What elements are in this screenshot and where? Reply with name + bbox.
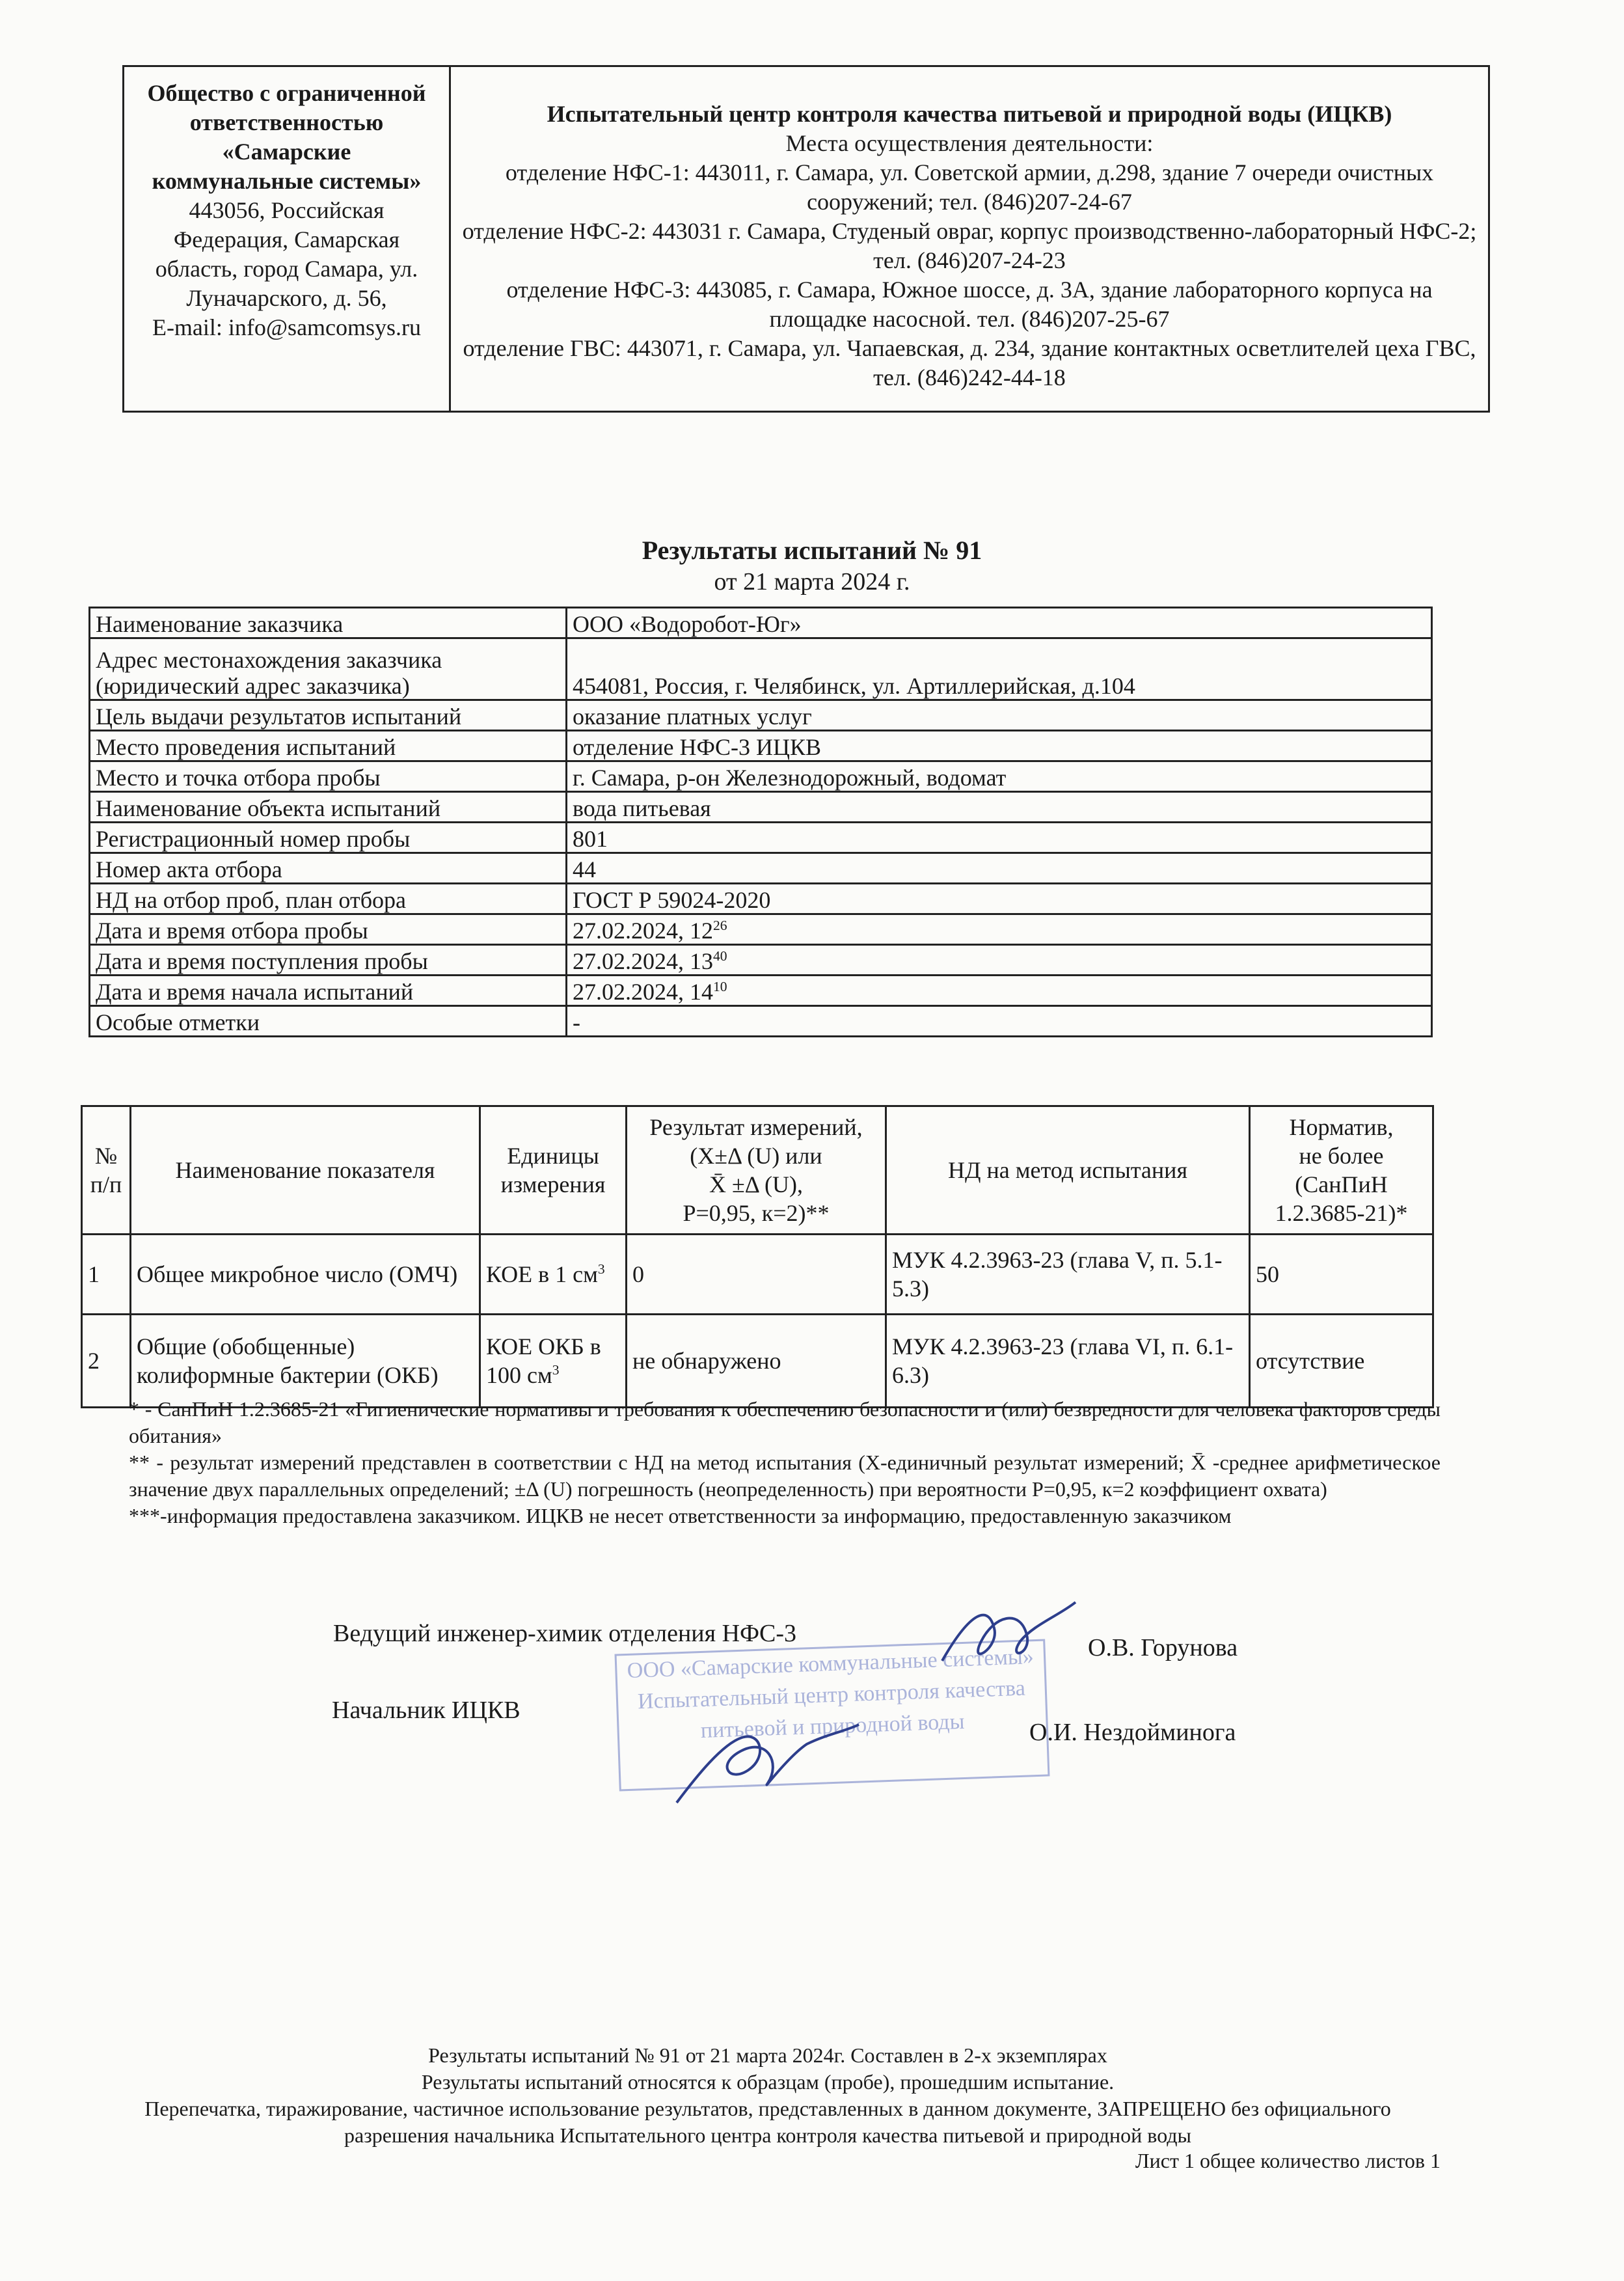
org-name-line: Общество с ограниченной bbox=[147, 80, 426, 106]
org-address-line: 443056, Российская bbox=[189, 197, 385, 223]
norm-header-line: (СанПиН bbox=[1295, 1171, 1388, 1197]
result-num-cell-text: 2 bbox=[88, 1348, 100, 1374]
info-value bbox=[567, 945, 1432, 976]
info-row bbox=[90, 945, 1432, 976]
result-method-cell bbox=[886, 1315, 1250, 1408]
header-box bbox=[122, 65, 1490, 413]
units-exponent: 3 bbox=[597, 1261, 605, 1277]
result-value-cell bbox=[627, 1315, 886, 1408]
info-key: Регистрационный номер пробы bbox=[90, 823, 567, 853]
result-method-cell-text: МУК 4.2.3963-23 (глава V, п. 5.1-5.3) bbox=[892, 1247, 1223, 1302]
footnote-customer-info: ***-информация предоставлена заказчиком. ИЦКВ не несет ответственности за информацию, предоставленную заказчиком bbox=[129, 1504, 1232, 1527]
result-name-cell bbox=[131, 1315, 480, 1408]
signatory-role-engineer: Ведущий инженер-химик отделения НФС-3 bbox=[333, 1620, 797, 1647]
info-key: Наименование объекта испытаний bbox=[90, 792, 567, 823]
info-key: НД на отбор проб, план отбора bbox=[90, 884, 567, 914]
result-num-cell bbox=[82, 1235, 131, 1315]
places-label: Места осуществления деятельности: bbox=[785, 130, 1154, 156]
org-address-line: Луначарского, д. 56, bbox=[186, 285, 387, 311]
col-norm-header bbox=[1250, 1106, 1433, 1235]
sheet-counter: Лист 1 общее количество листов 1 bbox=[1135, 2149, 1441, 2172]
center-title: Испытательный центр контроля качества питьевой и природной воды (ИЦКВ) bbox=[547, 101, 1392, 127]
result-method-cell-text: МУК 4.2.3963-23 (глава VI, п. 6.1-6.3) bbox=[892, 1333, 1234, 1388]
result-value-cell-text: 0 bbox=[632, 1261, 644, 1287]
info-time-minutes: 10 bbox=[713, 979, 727, 994]
results-header-row bbox=[82, 1106, 1433, 1235]
info-key: Дата и время начала испытаний bbox=[90, 976, 567, 1006]
info-key: Дата и время отбора пробы bbox=[90, 914, 567, 945]
info-value-text: вода питьевая bbox=[573, 795, 711, 821]
info-value bbox=[567, 792, 1432, 823]
info-value-text: - bbox=[573, 1009, 580, 1035]
info-value-text: 801 bbox=[573, 826, 608, 852]
info-row bbox=[90, 853, 1432, 884]
result-header-line: Результат измерений, bbox=[649, 1114, 863, 1140]
info-key: Дата и время поступления пробы bbox=[90, 945, 567, 976]
info-value-text: ГОСТ Р 59024-2020 bbox=[573, 887, 771, 913]
result-name-cell-text: Общие (обобщенные) колиформные бактерии (ОКБ) bbox=[137, 1333, 439, 1388]
result-name-cell-text: Общее микробное число (ОМЧ) bbox=[137, 1261, 458, 1287]
info-key: Цель выдачи результатов испытаний bbox=[90, 700, 567, 731]
info-value bbox=[567, 700, 1432, 731]
col-method-header: НД на метод испытания bbox=[886, 1106, 1250, 1235]
info-value-text: оказание платных услуг bbox=[573, 703, 812, 730]
footnotes bbox=[129, 1396, 1441, 1529]
org-name-line: коммунальные системы» bbox=[152, 168, 422, 194]
org-address-line: область, город Самара, ул. bbox=[155, 256, 418, 282]
units-exponent: 3 bbox=[552, 1362, 560, 1378]
results-table bbox=[81, 1105, 1434, 1408]
info-value-text: 454081, Россия, г. Челябинск, ул. Артиллерийская, д.104 bbox=[573, 673, 1135, 699]
result-num-cell bbox=[82, 1315, 131, 1408]
info-row bbox=[90, 976, 1432, 1006]
results-row bbox=[82, 1235, 1433, 1315]
department-nfs3: отделение НФС-3: 443085, г. Самара, Южное шоссе, д. 3А, здание лабораторного корпуса на площадке насосной. тел. (846)207-25-67 bbox=[506, 277, 1433, 332]
footnote-sanpin: * - СанПиН 1.2.3685-21 «Гигиенические нормативы и требования к обеспечению безопасности и (или) безвредности для человека факторов среды обитания» bbox=[129, 1397, 1441, 1447]
results-row bbox=[82, 1315, 1433, 1408]
signature-engineer-mark bbox=[929, 1589, 1085, 1687]
info-value bbox=[567, 731, 1432, 761]
info-row bbox=[90, 761, 1432, 792]
result-name-cell bbox=[131, 1235, 480, 1315]
info-row bbox=[90, 608, 1432, 638]
signatory-name-engineer: О.В. Горунова bbox=[1088, 1634, 1238, 1661]
document-date: от 21 марта 2024 г. bbox=[714, 568, 910, 595]
info-value-text: 27.02.2024, 14 bbox=[573, 979, 713, 1005]
info-key: Номер акта отбора bbox=[90, 853, 567, 884]
sample-info-table bbox=[88, 607, 1433, 1037]
info-value-text: ООО «Водоробот-Юг» bbox=[573, 611, 802, 637]
info-key: Место и точка отбора пробы bbox=[90, 761, 567, 792]
info-row bbox=[90, 884, 1432, 914]
document-title: Результаты испытаний № 91 bbox=[642, 536, 982, 565]
info-value bbox=[567, 638, 1432, 700]
center-block bbox=[451, 67, 1488, 411]
col-name-header: Наименование показателя bbox=[131, 1106, 480, 1235]
footer-line: Результаты испытаний № 91 от 21 марта 2024г. Составлен в 2-х экземплярах bbox=[428, 2043, 1107, 2067]
result-method-cell bbox=[886, 1235, 1250, 1315]
info-value-text: отделение НФС-3 ИЦКВ bbox=[573, 734, 821, 760]
result-norm-cell-text: 50 bbox=[1256, 1261, 1279, 1287]
stamp-line: питьевой и природной воды bbox=[700, 1709, 965, 1743]
info-value bbox=[567, 608, 1432, 638]
info-value bbox=[567, 1006, 1432, 1037]
signatory-role-head: Начальник ИЦКВ bbox=[332, 1697, 521, 1724]
department-nfs1: отделение НФС-1: 443011, г. Самара, ул. Советской армии, д.298, здание 7 очереди очистных сооружений; тел. (846)207-24-67 bbox=[505, 159, 1434, 215]
result-units-cell-text: КОЕ ОКБ в 100 см bbox=[486, 1333, 601, 1388]
org-address-line: Федерация, Самарская bbox=[173, 226, 400, 253]
org-name-line: «Самарские bbox=[222, 139, 351, 165]
info-time-minutes: 26 bbox=[713, 918, 727, 933]
info-row bbox=[90, 792, 1432, 823]
info-value-text: 44 bbox=[573, 856, 596, 882]
document-footer bbox=[91, 2042, 1444, 2149]
info-value bbox=[567, 914, 1432, 945]
signature-head-mark bbox=[670, 1718, 865, 1809]
info-value-text: 27.02.2024, 13 bbox=[573, 948, 713, 974]
info-row bbox=[90, 700, 1432, 731]
info-value bbox=[567, 761, 1432, 792]
stamp-line: ООО «Самарские коммунальные системы» bbox=[627, 1645, 1035, 1683]
info-row bbox=[90, 823, 1432, 853]
norm-header-line: Норматив, bbox=[1289, 1114, 1394, 1140]
info-value-text: г. Самара, р-он Железнодорожный, водомат bbox=[573, 765, 1007, 791]
col-num-header: № п/п bbox=[82, 1106, 131, 1235]
result-value-cell-text: не обнаружено bbox=[632, 1348, 781, 1374]
col-result-header bbox=[627, 1106, 886, 1235]
stamp-line: Испытательный центр контроля качества bbox=[637, 1676, 1026, 1714]
org-name-line: ответственностью bbox=[189, 109, 384, 135]
info-time-minutes: 40 bbox=[713, 948, 727, 964]
result-norm-cell bbox=[1250, 1315, 1433, 1408]
info-value bbox=[567, 823, 1432, 853]
result-header-line: X̄ ±Δ (U), bbox=[709, 1171, 803, 1197]
info-key: Место проведения испытаний bbox=[90, 731, 567, 761]
footer-line: Перепечатка, тиражирование, частичное использование результатов, представленных в данном документе, ЗАПРЕЩЕНО без официального разрешения начальника Испытательного центра контроля качества питьевой и природной воды bbox=[144, 2097, 1391, 2147]
result-header-line: P=0,95, к=2)** bbox=[683, 1200, 830, 1226]
info-row bbox=[90, 1006, 1432, 1037]
department-nfs2: отделение НФС-2: 443031 г. Самара, Студеный овраг, корпус производственно-лабораторный НФС-2; тел. (846)207-24-23 bbox=[462, 218, 1477, 273]
info-key: Особые отметки bbox=[90, 1006, 567, 1037]
signatory-name-head: О.И. Нездойминога bbox=[1029, 1719, 1236, 1746]
result-units-cell bbox=[480, 1235, 627, 1315]
result-value-cell bbox=[627, 1235, 886, 1315]
info-row bbox=[90, 914, 1432, 945]
info-value bbox=[567, 853, 1432, 884]
result-units-cell-text: КОЕ в 1 см bbox=[486, 1261, 598, 1287]
result-norm-cell bbox=[1250, 1235, 1433, 1315]
norm-header-line: не более bbox=[1299, 1143, 1384, 1169]
info-row bbox=[90, 731, 1432, 761]
result-norm-cell-text: отсутствие bbox=[1256, 1348, 1365, 1374]
info-value bbox=[567, 884, 1432, 914]
norm-header-line: 1.2.3685-21)* bbox=[1275, 1200, 1408, 1226]
info-key: Наименование заказчика bbox=[90, 608, 567, 638]
info-row bbox=[90, 638, 1432, 700]
result-units-cell bbox=[480, 1315, 627, 1408]
footnote-measurement: ** - результат измерений представлен в соответствии с НД на метод испытания (X-единичный результат измерений; X̄ -среднее арифметическое значение двух параллельных определений; ±Δ (U) погрешность (неопределенность) при вероятности P=0,95, к=2 коэффициент охвата) bbox=[129, 1451, 1441, 1501]
footer-line: Результаты испытаний относятся к образцам (пробе), прошедшим испытание. bbox=[421, 2070, 1115, 2094]
col-units-header: Единицы измерения bbox=[480, 1106, 627, 1235]
org-email: E-mail: info@samcomsys.ru bbox=[152, 314, 422, 340]
info-value-text: 27.02.2024, 12 bbox=[573, 918, 713, 944]
info-value bbox=[567, 976, 1432, 1006]
department-gvs: отделение ГВС: 443071, г. Самара, ул. Чапаевская, д. 234, здание контактных осветлителей цеха ГВС, тел. (846)242-44-18 bbox=[463, 335, 1476, 390]
result-num-cell-text: 1 bbox=[88, 1261, 100, 1287]
result-header-line: (X±Δ (U) или bbox=[690, 1143, 822, 1169]
org-block bbox=[124, 67, 451, 411]
info-key: Адрес местонахождения заказчика (юридический адрес заказчика) bbox=[90, 638, 567, 700]
